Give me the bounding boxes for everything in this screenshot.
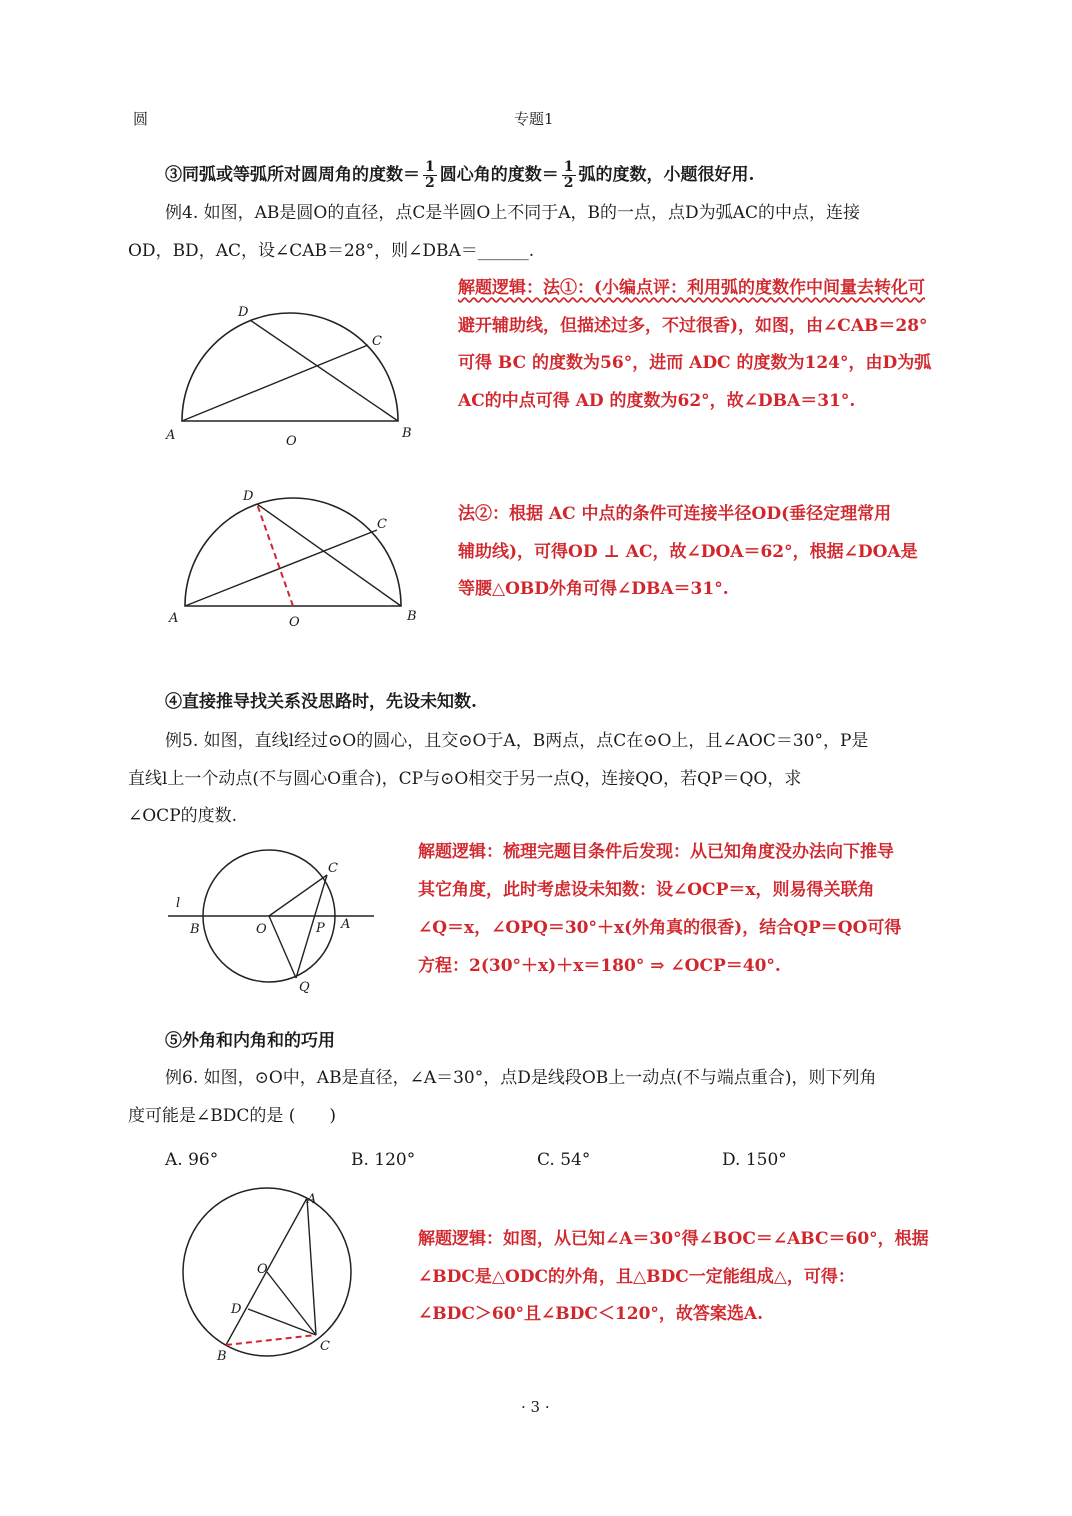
ex5-line2: 直线l上一个动点(不与圆心O重合)，CP与⊙O相交于另一点Q，连接QO，若QP＝QO，求 (128, 769, 802, 789)
ex5-sol-line3: ∠Q＝x，∠OPQ＝30°＋x(外角真的很香)，结合QP＝QO可得 (418, 918, 902, 938)
ex5-sol-line4: 方程：2(30°＋x)＋x＝180° ⇒ ∠OCP＝40°. (418, 956, 781, 976)
option-d: D. 150° (722, 1150, 787, 1170)
label-A: A (166, 428, 176, 443)
ex4-sol1-line4: AC的中点可得 AD 的度数为62°，故∠DBA＝31°. (458, 391, 856, 411)
header-title: 专题1 (514, 110, 554, 128)
ex6-sol-line1: 解题逻辑：如图，从已知∠A＝30°得∠BOC＝∠ABC＝60°，根据 (418, 1229, 929, 1249)
label-B: B (407, 609, 417, 624)
ex4-line2: OD，BD，AC，设∠CAB＝28°，则∠DBA＝______. (128, 241, 535, 261)
ex6-line2: 度可能是∠BDC的是 ( ) (128, 1106, 337, 1126)
tip-3 (165, 160, 754, 191)
tip-3-text3: 弧的度数，小题很好用. (578, 165, 755, 185)
label-A: A (307, 1192, 317, 1207)
ex6-sol-line2: ∠BDC是△ODC的外角，且△BDC一定能组成△，可得： (418, 1267, 855, 1287)
tip-3-text2: 圆心角的度数＝ (439, 165, 559, 185)
label-O: O (256, 922, 267, 937)
ex4-sol1-line3: 可得 BC 的度数为56°，进而 ADC 的度数为124°，由D为弧 (458, 353, 932, 373)
label-B: B (217, 1349, 227, 1364)
ex4-line1: 例4. 如图，AB是圆O的直径，点C是半圆O上不同于A，B的一点，点D为弧AC的中点，连接 (165, 203, 860, 223)
ex4-sol2-line3: 等腰△OBD外角可得∠DBA＝31°. (458, 579, 729, 599)
tip-5: ⑤外角和内角和的巧用 (165, 1031, 335, 1051)
label-A: A (169, 611, 179, 626)
label-C: C (328, 861, 338, 876)
label-D: D (238, 305, 249, 320)
ex5-sol-line2: 其它角度，此时考虑设未知数：设∠OCP＝x，则易得关联角 (418, 880, 875, 900)
label-O: O (257, 1262, 268, 1277)
label-O: O (286, 434, 297, 449)
label-A: A (341, 917, 351, 932)
ex5-line3: ∠OCP的度数. (128, 806, 238, 826)
label-Q: Q (299, 980, 310, 995)
label-B: B (190, 922, 200, 937)
tip-4: ④直接推导找关系没思路时，先设未知数. (165, 692, 477, 712)
page-number: · 3 · (521, 1398, 550, 1416)
label-C: C (377, 517, 387, 532)
label-C: C (372, 334, 382, 349)
label-P: P (316, 921, 325, 936)
ex6-sol-line3: ∠BDC＞60°且∠BDC＜120°，故答案选A. (418, 1304, 764, 1324)
ex4-sol2-line2: 辅助线)，可得OD ⊥ AC，故∠DOA＝62°，根据∠DOA是 (458, 542, 918, 562)
label-D: D (231, 1302, 242, 1317)
ex6-figure (170, 1185, 370, 1365)
label-D: D (243, 489, 254, 504)
label-C: C (320, 1339, 330, 1354)
fraction-half-2: $\frac{1}{2}$ (563, 159, 574, 191)
ex5-sol-line1: 解题逻辑：梳理完题目条件后发现：从已知角度没办法向下推导 (418, 842, 894, 862)
label-O: O (289, 615, 300, 630)
option-a: A. 96° (165, 1150, 219, 1170)
ex5-figure (160, 845, 390, 1000)
ex5-line1: 例5. 如图，直线l经过⊙O的圆心，且交⊙O于A，B两点，点C在⊙O上，且∠AOC＝30°，P是 (165, 731, 869, 751)
ex4-figure-1 (150, 295, 430, 455)
ex6-line1: 例6. 如图，⊙O中，AB是直径，∠A＝30°，点D是线段OB上一动点(不与端点重合)，则下列角 (165, 1068, 877, 1088)
tip-3-text1: ③同弧或等弧所对圆周角的度数＝ (165, 165, 420, 185)
ex4-sol1-line1: 解题逻辑：法①：(小编点评：利用弧的度数作中间量去转化可 (458, 278, 926, 298)
label-B: B (402, 426, 412, 441)
fraction-half: $\frac{1}{2}$ (425, 159, 435, 191)
ex4-figure-2 (155, 480, 435, 640)
label-l: l (176, 896, 181, 911)
ex4-sol1-line2: 避开辅助线，但描述过多，不过很香)，如图，由∠CAB＝28° (458, 316, 928, 336)
option-c: C. 54° (537, 1150, 591, 1170)
option-b: B. 120° (351, 1150, 416, 1170)
ex4-sol2-line1: 法②：根据 AC 中点的条件可连接半径OD(垂径定理常用 (458, 504, 892, 524)
header-left: 圆 (133, 110, 149, 128)
